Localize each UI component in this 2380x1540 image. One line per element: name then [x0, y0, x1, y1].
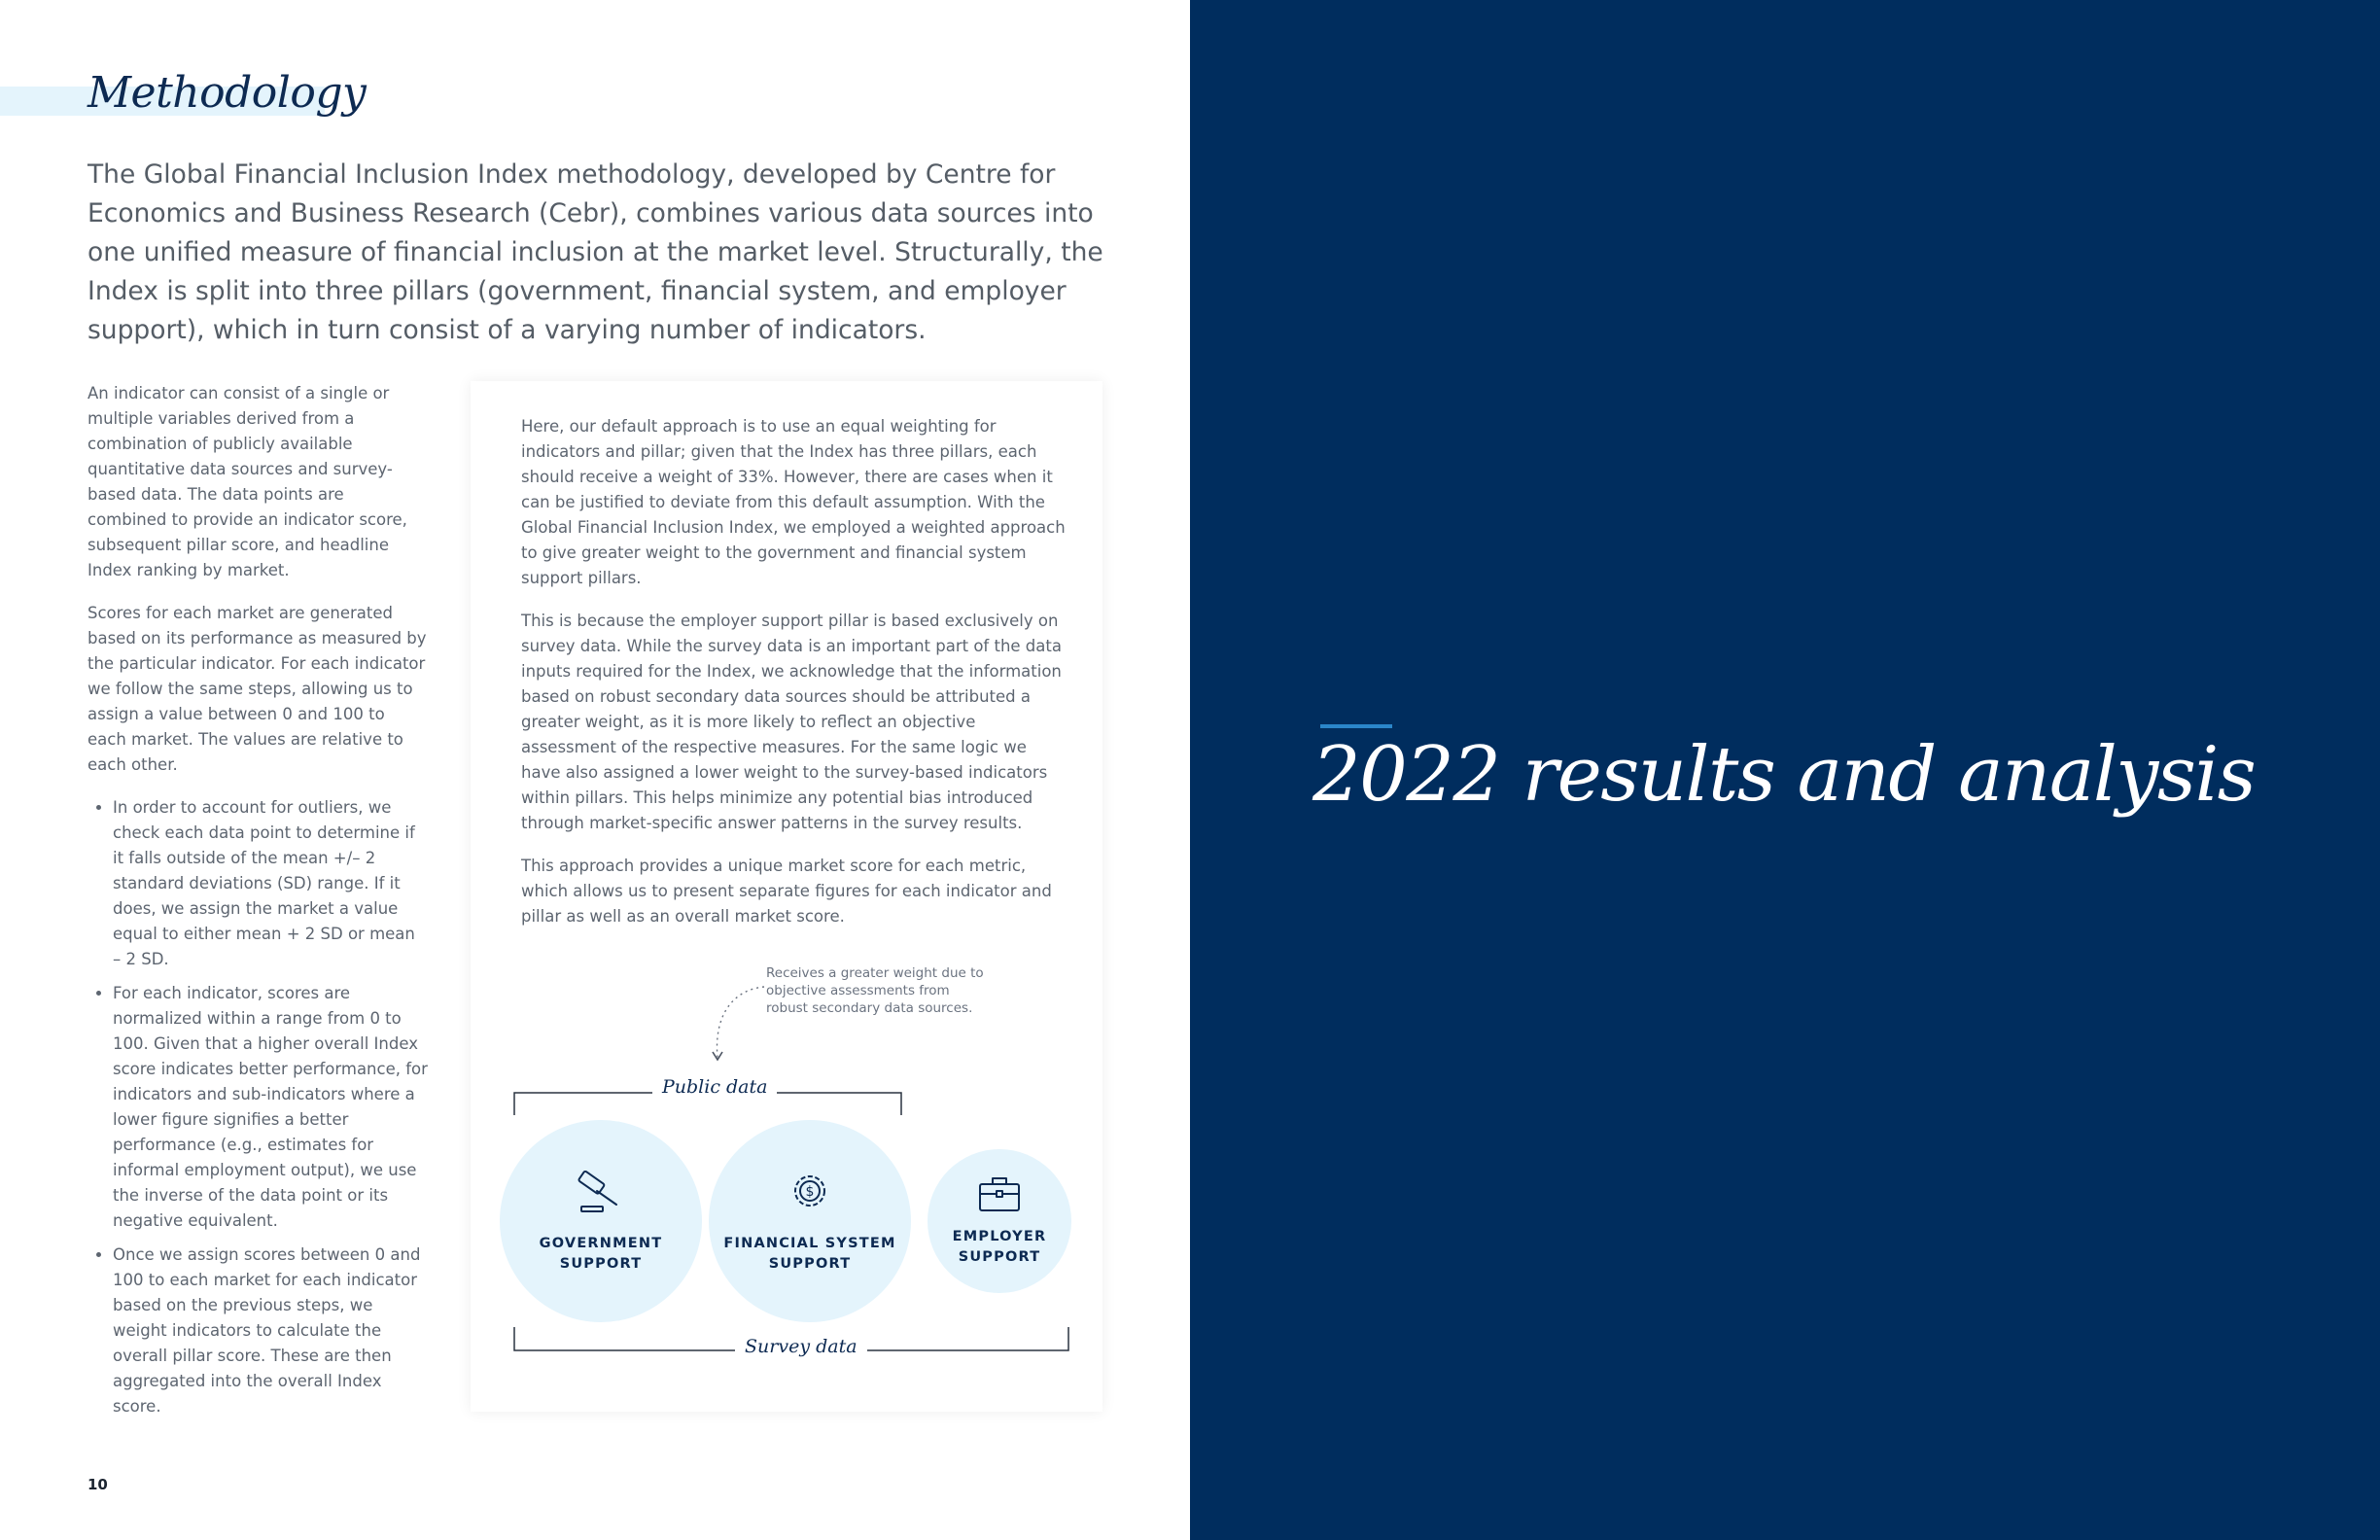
survey-data-label: Survey data	[735, 1336, 867, 1357]
pillar-label: EMPLOYER SUPPORT	[952, 1229, 1047, 1265]
public-data-label: Public data	[652, 1076, 777, 1098]
briefcase-icon	[977, 1174, 1022, 1213]
weighting-panel	[471, 381, 1102, 1412]
right-page	[1190, 0, 2380, 1540]
svg-text:$: $	[805, 1184, 815, 1200]
page-number: 10	[88, 1476, 108, 1493]
body-paragraph: Here, our default approach is to use an equal weighting for indicators and pillar; given that the Index has three pillars, each should receive a weight of 33%. However, there are cases when it can be justified to deviate from this default assumption. With the Global Financial Inclusion Index, we employed a weighted approach to give greater weight to the government and financial system support pillars.	[521, 417, 1066, 587]
left-column	[88, 381, 428, 1428]
financial-system-support-pillar	[709, 1120, 911, 1322]
pillar-label: FINANCIAL SYSTEM SUPPORT	[723, 1236, 896, 1272]
body-paragraph: This approach provides a unique market score for each metric, which allows us to present separate figures for each indicator and pillar as well as an overall market score.	[521, 857, 1052, 926]
pillar-label: GOVERNMENT SUPPORT	[539, 1236, 663, 1272]
employer-support-pillar	[928, 1149, 1071, 1293]
body-paragraph: This is because the employer support pillar is based exclusively on survey data. While the survey data is an important part of the data inputs required for the Index, we acknowledge that the information based on robust secondary data sources should be attributed a greater weight, as it is more likely to reflect an objective assessment of the respective measures. For the same logic we have also assigned a lower weight to the survey-based indicators within pillars. This helps minimize any potential bias introduced through market-specific answer patterns in the survey results.	[521, 612, 1062, 832]
government-support-pillar	[500, 1120, 702, 1322]
lead-paragraph: The Global Financial Inclusion Index methodology, developed by Centre for Economics and Business Research (Cebr), combines various data sources into one unified measure of financial inclusion at the market level. Structurally, the Index is split into three pillars (government, financial system, and employer support), which in turn consist of a varying number of indicators.	[88, 159, 1103, 345]
diagram-annotation: Receives a greater weight due to objective assessments from robust secondary data sources.	[766, 965, 984, 1016]
panel-text	[521, 414, 1066, 947]
list-item: • For each indicator, scores are normalized within a range from 0 to 100. Given that a higher overall Index score indicates better performance, for indicators and sub-indicators where a lower figure signifies a better performance (e.g., estimates for informal employment output), we use the inverse of the data point or its negative equivalent.	[113, 981, 428, 1234]
body-paragraph: Scores for each market are generated based on its performance as measured by the particular indicator. For each indicator we follow the same steps, allowing us to assign a value between 0 and 100 to each market. The values are relative to each other.	[88, 604, 427, 774]
list-item: • Once we assign scores between 0 and 100 to each market for each indicator based on the previous steps, we weight indicators to calculate the overall pillar score. These are then aggregated into the overall Index score.	[113, 1242, 428, 1419]
annotation-arrow-icon	[694, 976, 772, 1073]
dollar-gear-icon	[787, 1168, 833, 1214]
methodology-steps-list	[88, 795, 428, 1419]
gavel-icon	[574, 1168, 628, 1214]
body-paragraph: An indicator can consist of a single or multiple variables derived from a combination of publicly available quantitative data sources and survey-based data. The data points are combined to provide an indicator score, subsequent pillar score, and headline Index ranking by market.	[88, 384, 407, 579]
chapter-title: 2022 results and analysis	[1312, 731, 2256, 819]
title-accent-bar	[1320, 724, 1392, 728]
list-item: • In order to account for outliers, we check each data point to determine if it falls outside of the mean +/– 2 standard deviations (SD) range. If it does, we assign the market a value equal to either mean + 2 SD or mean – 2 SD.	[113, 795, 428, 972]
section-title: Methodology	[88, 68, 367, 118]
